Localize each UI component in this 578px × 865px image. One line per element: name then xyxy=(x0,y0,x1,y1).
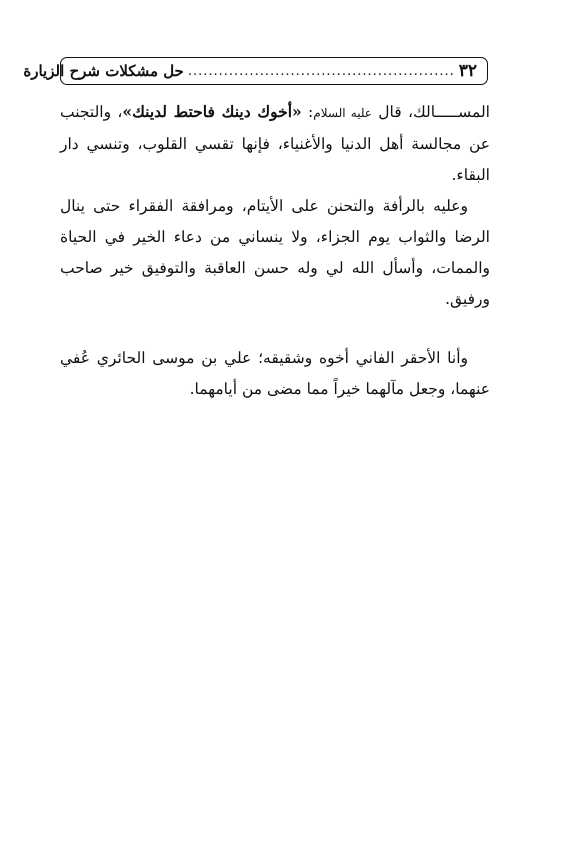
colon: : xyxy=(301,103,314,121)
header-leader-dots: .................................................... xyxy=(187,63,455,79)
running-header xyxy=(23,57,488,85)
paragraph-advice-opening: المســـــالك، قال xyxy=(371,103,490,121)
body-text xyxy=(60,96,490,405)
paragraph-gap xyxy=(60,315,490,343)
book-title: حل مشكلات شرح الزيارة xyxy=(23,62,184,80)
paragraph-advice-rest: ، والتجنب عن مجالسة أهل الدنيا والأغنياء، فإنها تقسي القلوب، وتنسي دار البقاء. xyxy=(60,103,490,184)
paragraph-advice xyxy=(60,96,490,191)
honorific-ligature: عليه السلام xyxy=(313,106,372,120)
paragraph-kindness: وعليه بالرأفة والتحنن على الأيتام، ومرافقة الفقراء حتى ينال الرضا والثواب يوم الجزاء، ولا ينساني من دعاء الخير في الحياة والممات، وأسأل الله لي وله حسن العاقبة والتوفيق خير صاحب ورفيق. xyxy=(60,197,490,308)
hadith-quote: «أخوك دينك فاحتط لدينك» xyxy=(122,102,302,121)
page-number: ٣٢ xyxy=(458,61,477,81)
paragraph-signature: وأنا الأحقر الفاني أخوه وشقيقه؛ علي بن موسى الحائري عُفي عنهما، وجعل مآلهما خيراً مما مضى من أيامهما. xyxy=(60,349,490,398)
